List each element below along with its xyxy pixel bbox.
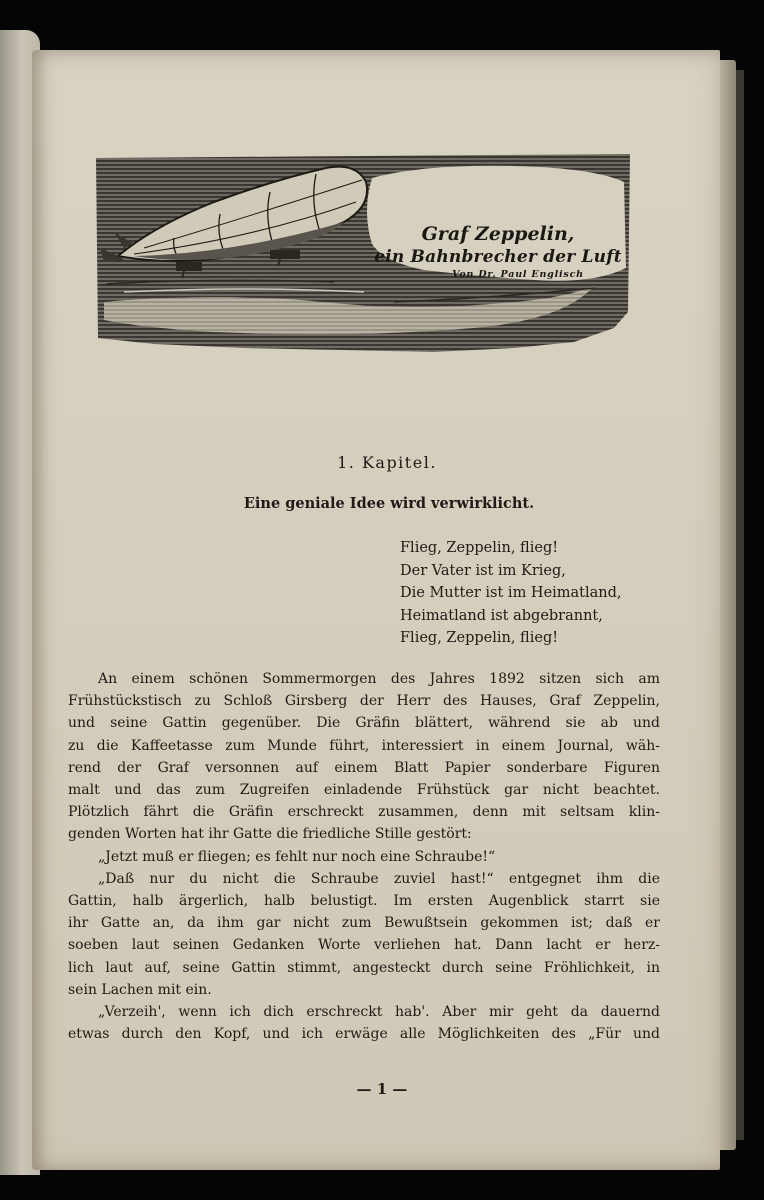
text-line: etwas durch den Kopf, und ich erwäge alle Möglichkeiten des „Für und [68,1026,660,1043]
stacked-page-edges [718,60,736,1150]
poem-line: Flieg, Zeppelin, flieg! [400,630,559,646]
text-line: Frühstückstisch zu Schloß Girsberg der Herr des Hauses, Graf Zeppelin, [68,693,660,710]
text-line: genden Worten hat ihr Gatte die friedliche Stille gestört: [68,826,472,843]
text-line: soeben laut seinen Gedanken Worte verliehen hat. Dann lacht er herz- [68,937,660,954]
poem-verse [400,537,622,650]
body-text [68,668,660,1045]
text-line: malt und das zum Zugreifen einladende Frühstück gar nicht beachtet. [68,782,660,799]
text-line: ihr Gatte an, da ihm gar nicht zum Bewußtsein gekommen ist; daß er [68,915,660,932]
text-line: sein Lachen mit ein. [68,981,212,998]
chapter-subtitle: Eine geniale Idee wird verwirklicht. [243,495,535,512]
poem-line: Flieg, Zeppelin, flieg! [400,540,559,556]
text-line: Gattin, halb ärgerlich, halb belustigt. Im ersten Augenblick starrt sie [68,893,660,910]
text-line: lich laut auf, seine Gattin stimmt, angesteckt durch seine Fröhlichkeit, in [68,959,660,976]
text-line: zu die Kaffeetasse zum Munde führt, interessiert in einem Journal, wäh- [68,737,660,754]
text-line: rend der Graf versonnen auf einem Blatt Papier sonderbare Figuren [68,759,660,776]
poem-line: Der Vater ist im Krieg, [400,562,566,579]
chapter-number: 1. Kapitel. [337,453,437,472]
text-line: „Verzeih', wenn ich dich erschreckt hab'. Aber mir geht da dauernd [98,1004,660,1021]
text-line: „Jetzt muß er fliegen; es fehlt nur noch eine Schraube!“ [98,848,496,865]
poem-line: Heimatland ist abgebrannt, [400,607,603,624]
article-title-line-2: ein Bahnbrecher der Luft [374,247,622,267]
author-byline: Von Dr. Paul Englisch [452,269,584,280]
article-title-block [372,222,624,281]
text-line: „Daß nur du nicht die Schraube zuviel hast!“ entgegnet ihm die [98,870,660,887]
text-line: Plötzlich fährt die Gräfin erschreckt zusammen, denn mit seltsam klin- [68,804,660,821]
article-title-line-1: Graf Zeppelin, [421,223,575,245]
text-line: und seine Gattin gegenüber. Die Gräfin blättert, während sie ab und [68,715,660,732]
text-line: An einem schönen Sommermorgen des Jahres 1892 sitzen sich am [98,671,660,687]
page-number: — 1 — [356,1080,408,1098]
poem-line: Die Mutter ist im Heimatland, [400,585,622,601]
